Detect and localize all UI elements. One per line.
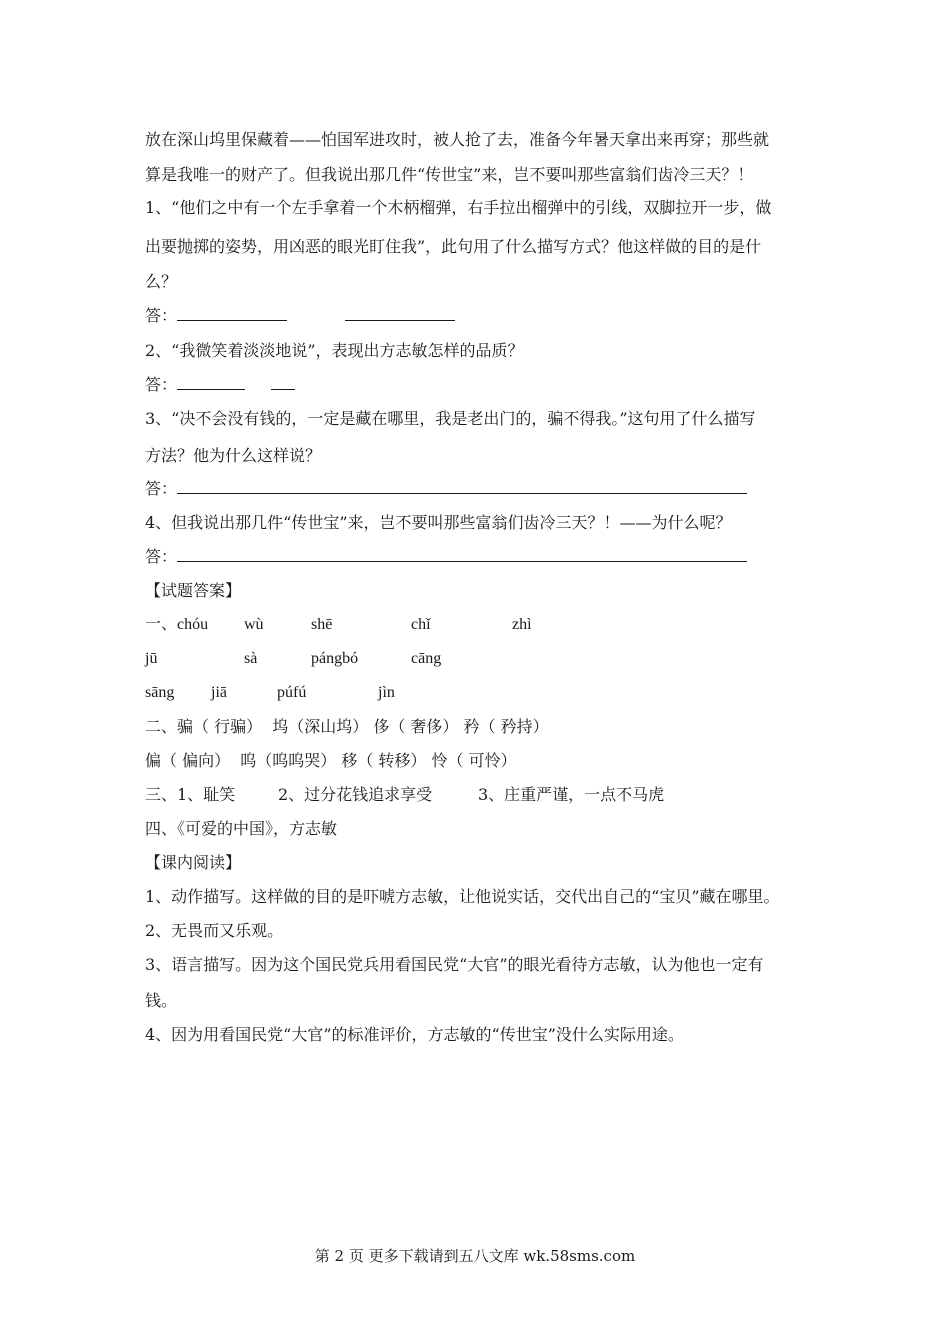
answer-four: 四、《可爱的中国》，方志敏 <box>145 819 338 838</box>
section-prefix: 一、 <box>145 616 178 633</box>
answer-blank[interactable] <box>177 306 287 321</box>
answer-blank[interactable] <box>271 375 295 390</box>
answer-three-item: 2、过分花钱追求享受 <box>278 785 433 804</box>
answer-two-line-1: 二、骗（ 行骗） 坞（深山坞） 侈（ 奢侈） 矜（ 矜持） <box>145 717 549 736</box>
pinyin-item: zhì <box>512 616 532 633</box>
answer-label: 答： <box>145 375 178 394</box>
answer-blank[interactable] <box>177 375 245 390</box>
pinyin-item: jìn <box>378 684 395 701</box>
passage-line-1: 放在深山坞里保藏着——怕国军进攻时，被人抢了去，准备今年暑天拿出来再穿；那些就 <box>145 130 770 149</box>
answer-blank[interactable] <box>177 547 747 562</box>
answer-two-line-2: 偏（ 偏向） 呜（呜呜哭） 移（ 转移） 怜（ 可怜） <box>145 751 517 770</box>
question-1-line-1: 1、“他们之中有一个左手拿着一个木柄榴弹，右手拉出榴弹中的引线，双脚拉开一步，做 <box>145 198 772 217</box>
pinyin-item: jū <box>145 650 158 667</box>
question-2: 2、“我微笑着淡淡地说”，表现出方志敏怎样的品质？ <box>145 341 524 360</box>
pinyin-item: jiā <box>211 684 227 701</box>
answer-row-2 <box>145 375 825 395</box>
passage-line-2: 算是我唯一的财产了。但我说出那几件“传世宝”来，岂不要叫那些富翁们齿冷三天？！ <box>145 165 754 184</box>
answers-heading: 【试题答案】 <box>145 581 242 600</box>
question-3-line-1: 3、“决不会没有钱的，一定是藏在哪里，我是老出门的，骗不得我。”这句用了什么描写 <box>145 409 756 428</box>
reading-answer-2: 2、无畏而又乐观。 <box>145 921 284 940</box>
pinyin-item: chóu <box>177 616 209 633</box>
pinyin-item: chǐ <box>411 616 431 633</box>
answer-three-item: 3、庄重严谨，一点不马虎 <box>478 785 665 804</box>
reading-answer-3-line-1: 3、语言描写。因为这个国民党兵用看国民党“大官”的眼光看待方志敏，认为他也一定有 <box>145 955 764 974</box>
answer-label: 答： <box>145 479 178 498</box>
question-3-line-2: 方法？他为什么这样说？ <box>145 446 322 465</box>
reading-answer-4: 4、因为用看国民党“大官”的标准评价，方志敏的“传世宝”没什么实际用途。 <box>145 1025 684 1044</box>
question-4: 4、但我说出那几件“传世宝”来，岂不要叫那些富翁们齿冷三天？！——为什么呢？ <box>145 513 732 532</box>
page-footer: 第 2 页 更多下载请到五八文库 wk.58sms.com <box>314 1247 636 1265</box>
question-1-line-3: 么？ <box>145 272 178 291</box>
pinyin-item: pángbó <box>311 650 359 667</box>
answer-label: 答： <box>145 547 178 566</box>
pinyin-item: shē <box>311 616 333 633</box>
pinyin-item: púfú <box>277 684 307 701</box>
pinyin-item: sà <box>244 650 258 667</box>
answer-blank[interactable] <box>177 479 747 494</box>
answer-label: 答： <box>145 306 178 325</box>
answer-blank[interactable] <box>345 306 455 321</box>
question-1-line-2: 出要抛掷的姿势，用凶恶的眼光盯住我”，此句用了什么描写方式？他这样做的目的是什 <box>145 237 762 256</box>
answer-three-item: 三、1、耻笑 <box>145 785 236 804</box>
reading-answer-1: 1、动作描写。这样做的目的是吓唬方志敏，让他说实话，交代出自己的“宝贝”藏在哪里。 <box>145 887 780 906</box>
answer-row-3 <box>145 479 825 499</box>
pinyin-item: sāng <box>145 684 175 701</box>
reading-answer-3-line-2: 钱。 <box>145 991 178 1010</box>
pinyin-item: wù <box>244 616 264 633</box>
answer-row-4 <box>145 547 825 567</box>
reading-heading: 【课内阅读】 <box>145 853 242 872</box>
answer-row-1 <box>145 306 825 326</box>
pinyin-item: cāng <box>411 650 442 667</box>
